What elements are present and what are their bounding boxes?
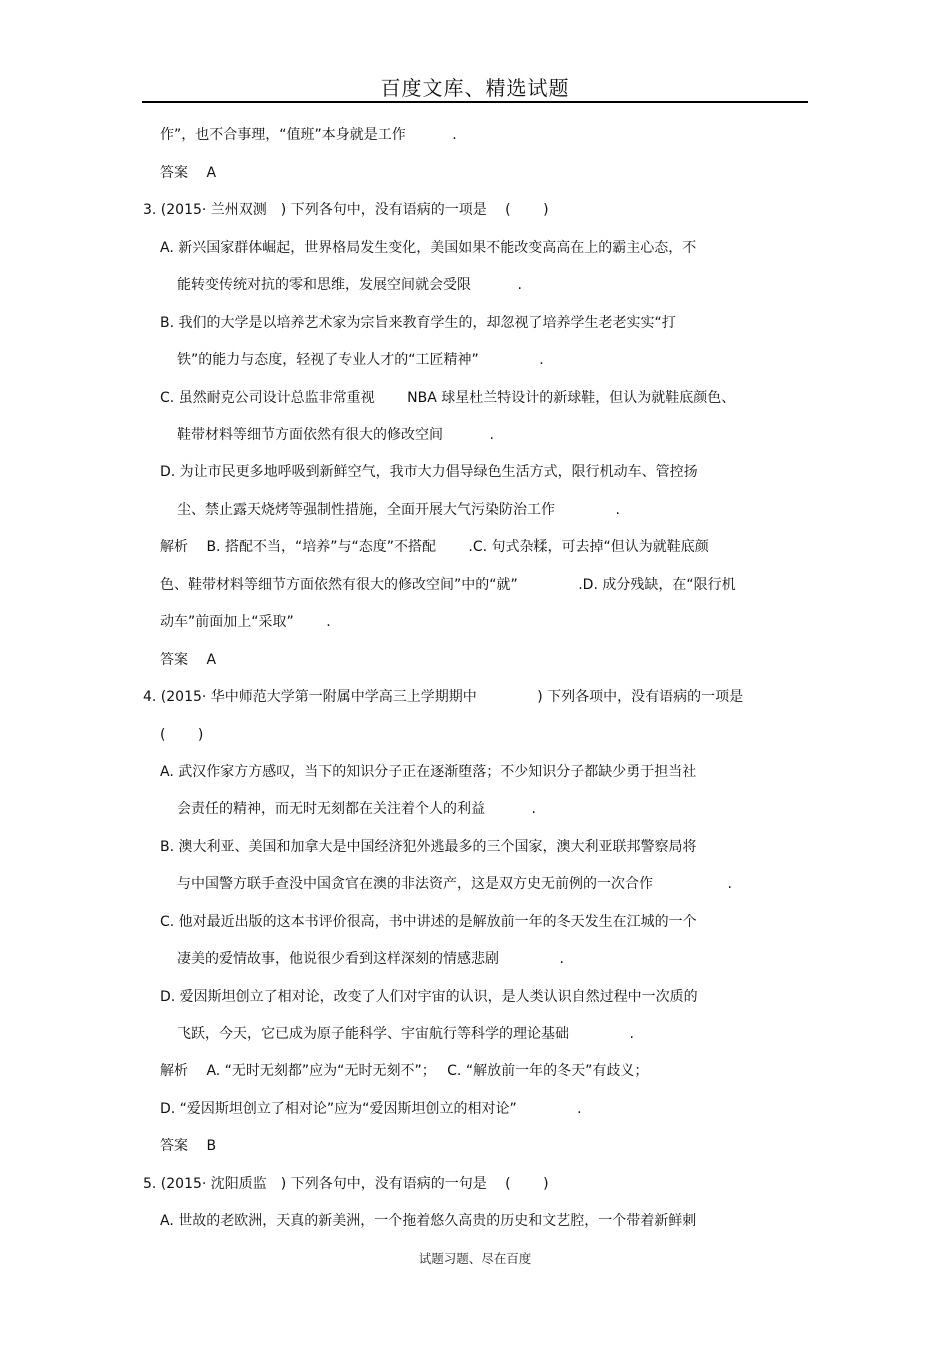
option-continuation: 飞跃，今天，它已成为原子能科学、宇宙航行等科学的理论基础 . [177,1026,634,1042]
page-title: 百度文库、精选试题 [380,76,570,100]
answer-line: 答案 B [160,1138,217,1154]
option-continuation: 能转变传统对抗的零和思维，发展空间就会受限 . [177,277,522,293]
option-line: A. 世故的老欧洲，天真的新美洲，一个拖着悠久高贵的历史和文艺腔，一个带着新鲜刺 [160,1213,697,1229]
answer-line: 答案 A [160,652,217,668]
option-line: C. 虽然耐克公司设计总监非常重视 NBA 球星杜兰特设计的新球鞋，但认为就鞋底颜色、 [160,390,736,406]
analysis-line: 解析 B. 搭配不当，“培养”与“态度”不搭配 .C. 句式杂糅，可去掉“但认为就鞋底颜 [160,539,709,555]
option-continuation: 与中国警方联手查没中国贪官在澳的非法资产，这是双方史无前例的一次合作 . [177,876,732,892]
question-4-bracket: ( ) [160,727,204,743]
text-line: 作”，也不合事理，“值班”本身就是工作 . [160,127,457,143]
option-line: B. 我们的大学是以培养艺术家为宗旨来教育学生的，却忽视了培养学生老老实实“打 [160,315,676,331]
analysis-line: D. “爱因斯坦创立了相对论”应为“爱因斯坦创立的相对论” . [160,1101,582,1117]
option-line: A. 武汉作家方方感叹，当下的知识分子正在逐渐堕落；不少知识分子都缺少勇于担当社 [160,764,697,780]
option-line: B. 澳大利亚、美国和加拿大是中国经济犯外逃最多的三个国家，澳大利亚联邦警察局将 [160,839,697,855]
answer-line: 答案 A [160,165,217,181]
option-continuation: 会责任的精神，而无时无刻都在关注着个人的利益 . [177,801,536,817]
option-continuation: 铁”的能力与态度，轻视了专业人才的“工匠精神” . [177,352,544,368]
option-continuation: 凄美的爱情故事，他说很少看到这样深刻的情感悲剧 . [177,951,564,967]
option-continuation: 尘、禁止露天烧烤等强制性措施，全面开展大气污染防治工作 . [177,502,620,518]
option-line: D. 爱因斯坦创立了相对论，改变了人们对宇宙的认识，是人类认识自然过程中一次质的 [160,989,698,1005]
option-line: A. 新兴国家群体崛起，世界格局发生变化，美国如果不能改变高高在上的霸主心态，不 [160,240,697,256]
option-line: D. 为让市民更多地呼吸到新鲜空气，我市大力倡导绿色生活方式，限行机动车、管控扬 [160,464,698,480]
question-5: 5. (2015· 沈阳质监 ) 下列各句中，没有语病的一句是 ( ) [143,1176,549,1192]
option-continuation: 鞋带材料等细节方面依然有很大的修改空间 . [177,427,494,443]
analysis-line: 动车”前面加上“采取” . [160,614,331,630]
question-4: 4. (2015· 华中师范大学第一附属中学高三上学期期中 ) 下列各项中，没有语病的一项是 [143,689,744,705]
option-line: C. 他对最近出版的这本书评价很高，书中讲述的是解放前一年的冬天发生在江城的一个 [160,914,697,930]
analysis-line: 解析 A. “无时无刻都”应为“无时无刻不”； C. “解放前一年的冬天”有歧义； [160,1063,649,1079]
question-3: 3. (2015· 兰州双测 ) 下列各句中，没有语病的一项是 ( ) [143,202,549,218]
page-footer: 试题习题、尽在百度 [418,1251,532,1266]
analysis-line: 色、鞋带材料等细节方面依然有很大的修改空间”中的“就” .D. 成分残缺，在“限行机 [160,577,736,593]
